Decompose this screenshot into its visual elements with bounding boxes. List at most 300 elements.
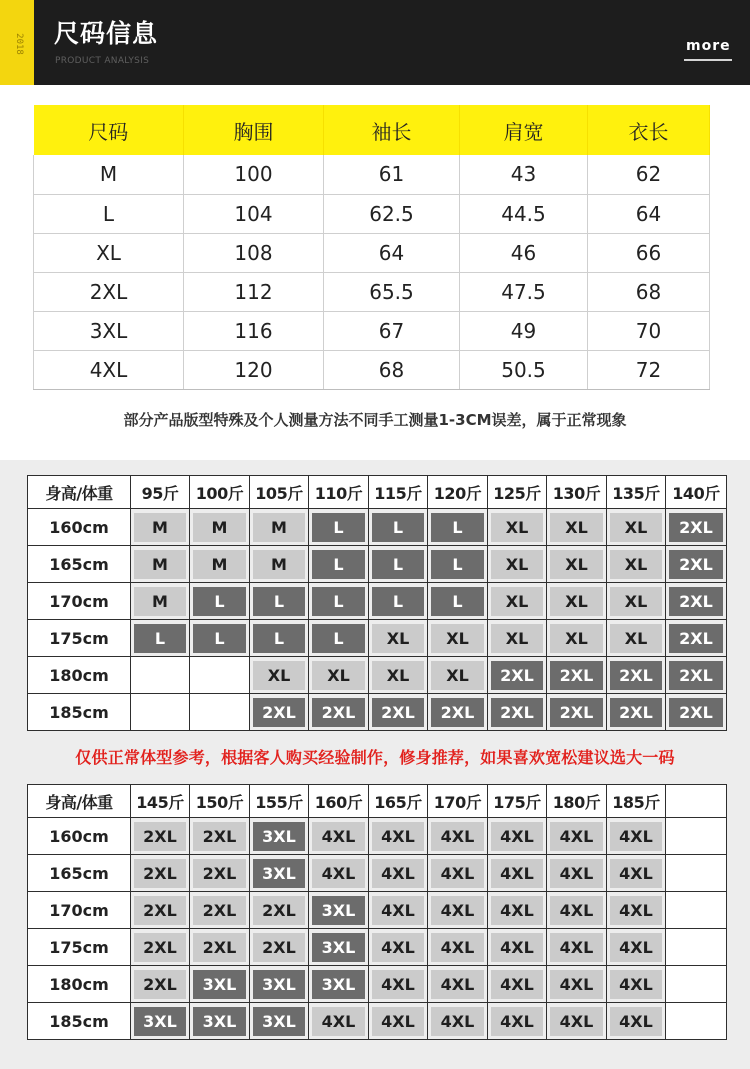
- recommendation-row: [28, 929, 727, 966]
- recommendation-row: [28, 966, 727, 1003]
- size-recommendation-cell: [190, 855, 250, 892]
- size-value-cell: 70: [588, 311, 710, 350]
- size-chip: L: [193, 587, 246, 616]
- size-recommendation-cell: [131, 892, 190, 929]
- size-chip: 4XL: [312, 859, 365, 888]
- recommendation-row: [28, 694, 727, 731]
- size-recommendation-cell: [131, 929, 190, 966]
- recommendation-row: [28, 620, 727, 657]
- size-recommendation-cell: [369, 620, 428, 657]
- size-chip: 2XL: [431, 698, 484, 727]
- size-chip: 2XL: [669, 661, 723, 690]
- size-label-cell: 2XL: [34, 272, 184, 311]
- size-recommendation-cell: [428, 583, 488, 620]
- size-chip: 4XL: [372, 933, 424, 962]
- size-recommendation-cell: [131, 855, 190, 892]
- size-chip: XL: [610, 513, 662, 542]
- size-chip: L: [312, 587, 365, 616]
- size-recommendation-cell: [250, 620, 309, 657]
- size-recommendation-cell: [607, 509, 666, 546]
- size-chip: 2XL: [134, 822, 186, 851]
- size-chip: 2XL: [669, 624, 723, 653]
- size-chip: 2XL: [134, 933, 186, 962]
- recommendation-row: [28, 546, 727, 583]
- size-chip: L: [372, 550, 424, 579]
- size-chip: L: [193, 624, 246, 653]
- size-chip: L: [253, 624, 305, 653]
- size-chip: L: [431, 587, 484, 616]
- size-recommendation-cell: [190, 583, 250, 620]
- size-recommendation-cell: [428, 657, 488, 694]
- size-recommendation-cell: [369, 657, 428, 694]
- size-chip: 4XL: [610, 1007, 662, 1036]
- size-chip: 2XL: [550, 661, 603, 690]
- size-recommendation-cell: [309, 929, 369, 966]
- size-value-cell: 108: [184, 233, 324, 272]
- empty-cell: [190, 694, 250, 731]
- size-chip: 4XL: [372, 1007, 424, 1036]
- size-recommendation-cell: [428, 620, 488, 657]
- size-chip: 4XL: [550, 970, 603, 999]
- size-recommendation-cell: [428, 818, 488, 855]
- size-chip: 2XL: [193, 822, 246, 851]
- size-chip: L: [312, 513, 365, 542]
- height-row-header: 165cm: [28, 855, 131, 892]
- size-recommendation-cell: [369, 583, 428, 620]
- recommendation-header-row: [28, 476, 727, 509]
- size-value-cell: 44.5: [460, 194, 588, 233]
- size-chip: 3XL: [312, 970, 365, 999]
- size-table-row: [34, 233, 710, 272]
- size-recommendation-cell: [607, 892, 666, 929]
- size-recommendation-cell: [547, 620, 607, 657]
- size-chip: 3XL: [193, 970, 246, 999]
- size-chip: L: [431, 513, 484, 542]
- size-recommendation-cell: [488, 1003, 547, 1040]
- size-chip: XL: [491, 550, 543, 579]
- size-recommendation-cell: [547, 694, 607, 731]
- size-recommendation-cell: [428, 694, 488, 731]
- size-recommendation-cell: [428, 929, 488, 966]
- size-recommendation-cell: [309, 546, 369, 583]
- weight-column-header: 145斤: [131, 785, 190, 818]
- size-chip: XL: [253, 661, 305, 690]
- size-chip: L: [134, 624, 186, 653]
- size-recommendation-cell: [428, 1003, 488, 1040]
- size-chip: XL: [431, 624, 484, 653]
- size-chip: 2XL: [550, 698, 603, 727]
- weight-column-header: 115斤: [369, 476, 428, 509]
- size-recommendation-cell: [488, 855, 547, 892]
- empty-cell: [666, 818, 727, 855]
- size-table-row: [34, 155, 710, 194]
- weight-column-header: 100斤: [190, 476, 250, 509]
- size-chip: L: [312, 550, 365, 579]
- size-chip: 4XL: [491, 822, 543, 851]
- size-chip: 4XL: [491, 933, 543, 962]
- weight-column-header: 170斤: [428, 785, 488, 818]
- size-chip: XL: [610, 587, 662, 616]
- size-chip: 2XL: [610, 698, 662, 727]
- size-chip: 4XL: [431, 1007, 484, 1036]
- size-recommendation-cell: [607, 966, 666, 1003]
- size-value-cell: 72: [588, 350, 710, 389]
- size-chip: 4XL: [550, 859, 603, 888]
- size-chip: 4XL: [491, 859, 543, 888]
- size-table-row: [34, 272, 710, 311]
- size-chip: L: [372, 587, 424, 616]
- size-recommendation-cell: [250, 694, 309, 731]
- more-underline: [684, 59, 732, 61]
- size-chip: 2XL: [253, 896, 305, 925]
- size-recommendation-cell: [190, 1003, 250, 1040]
- size-recommendation-cell: [547, 657, 607, 694]
- height-row-header: 170cm: [28, 892, 131, 929]
- size-chip: 2XL: [134, 970, 186, 999]
- size-recommendation-cell: [369, 1003, 428, 1040]
- size-recommendation-cell: [369, 929, 428, 966]
- size-chip: XL: [550, 550, 603, 579]
- size-recommendation-cell: [190, 818, 250, 855]
- weight-column-header: 135斤: [607, 476, 666, 509]
- header-year: 2018: [14, 33, 24, 55]
- size-recommendation-cell: [190, 546, 250, 583]
- size-recommendation-cell: [547, 583, 607, 620]
- empty-cell: [666, 892, 727, 929]
- size-chip: 3XL: [253, 822, 305, 851]
- size-chip: M: [193, 550, 246, 579]
- size-chip: L: [431, 550, 484, 579]
- size-value-cell: 49: [460, 311, 588, 350]
- size-recommendation-cell: [131, 966, 190, 1003]
- size-recommendation-cell: [190, 620, 250, 657]
- size-recommendation-cell: [369, 694, 428, 731]
- size-chip: 4XL: [372, 896, 424, 925]
- size-label-cell: XL: [34, 233, 184, 272]
- recommendation-header-row: [28, 785, 727, 818]
- size-recommendation-cell: [547, 546, 607, 583]
- size-value-cell: 67: [324, 311, 460, 350]
- size-chip: 4XL: [610, 970, 662, 999]
- size-recommendation-cell: [369, 818, 428, 855]
- size-chip: 4XL: [312, 822, 365, 851]
- size-chip: 3XL: [312, 933, 365, 962]
- weight-column-header: 155斤: [250, 785, 309, 818]
- height-weight-corner: 身高/体重: [28, 785, 131, 818]
- height-row-header: 170cm: [28, 583, 131, 620]
- size-chip: 4XL: [491, 896, 543, 925]
- size-recommendation-cell: [488, 929, 547, 966]
- empty-cell: [666, 855, 727, 892]
- size-chip: XL: [550, 624, 603, 653]
- fit-warning: 仅供正常体型参考，根据客人购买经验制作，修身推荐，如果喜欢宽松建议选大一码: [75, 748, 675, 767]
- size-chip: 4XL: [431, 970, 484, 999]
- height-row-header: 165cm: [28, 546, 131, 583]
- size-recommendation-cell: [488, 620, 547, 657]
- recommendation-row: [28, 509, 727, 546]
- size-chip: L: [312, 624, 365, 653]
- size-chip: 3XL: [312, 896, 365, 925]
- weight-column-header: 105斤: [250, 476, 309, 509]
- size-recommendation-cell: [369, 855, 428, 892]
- size-recommendation-cell: [607, 855, 666, 892]
- size-recommendation-cell: [666, 509, 727, 546]
- size-value-cell: 62: [588, 155, 710, 194]
- size-chip: M: [193, 513, 246, 542]
- size-header-cell: 胸围: [184, 105, 324, 155]
- size-label-cell: L: [34, 194, 184, 233]
- size-value-cell: 65.5: [324, 272, 460, 311]
- size-recommendation-cell: [309, 657, 369, 694]
- size-recommendation-cell: [131, 546, 190, 583]
- size-chip: 4XL: [312, 1007, 365, 1036]
- size-recommendation-cell: [131, 1003, 190, 1040]
- size-recommendation-cell: [666, 620, 727, 657]
- size-value-cell: 47.5: [460, 272, 588, 311]
- size-table-header-row: [34, 105, 710, 155]
- height-row-header: 160cm: [28, 818, 131, 855]
- size-chip: 4XL: [550, 896, 603, 925]
- size-chip: 2XL: [610, 661, 662, 690]
- size-recommendation-chart-1: [27, 475, 727, 731]
- size-value-cell: 120: [184, 350, 324, 389]
- size-recommendation-cell: [547, 855, 607, 892]
- recommendation-row: [28, 892, 727, 929]
- size-chip: XL: [610, 550, 662, 579]
- empty-cell: [666, 929, 727, 966]
- size-recommendation-cell: [428, 892, 488, 929]
- page-subtitle: PRODUCT ANALYSIS: [55, 56, 150, 66]
- size-recommendation-cell: [250, 546, 309, 583]
- size-chip: M: [134, 550, 186, 579]
- size-recommendation-cell: [309, 818, 369, 855]
- recommendation-row: [28, 583, 727, 620]
- height-row-header: 185cm: [28, 694, 131, 731]
- size-value-cell: 64: [324, 233, 460, 272]
- size-value-cell: 61: [324, 155, 460, 194]
- size-table-row: [34, 311, 710, 350]
- size-recommendation-cell: [250, 855, 309, 892]
- size-value-cell: 68: [324, 350, 460, 389]
- size-recommendation-cell: [309, 966, 369, 1003]
- empty-cell: [190, 657, 250, 694]
- size-recommendation-cell: [190, 892, 250, 929]
- size-recommendation-cell: [607, 657, 666, 694]
- size-recommendation-cell: [666, 583, 727, 620]
- size-chip: 2XL: [669, 698, 723, 727]
- size-chip: 4XL: [491, 970, 543, 999]
- size-chip: 4XL: [610, 822, 662, 851]
- size-recommendation-cell: [488, 583, 547, 620]
- size-recommendation-cell: [250, 509, 309, 546]
- height-row-header: 160cm: [28, 509, 131, 546]
- size-header-cell: 衣长: [588, 105, 710, 155]
- size-label-cell: 4XL: [34, 350, 184, 389]
- size-recommendation-cell: [666, 657, 727, 694]
- size-recommendation-cell: [309, 583, 369, 620]
- size-value-cell: 116: [184, 311, 324, 350]
- size-recommendation-cell: [428, 509, 488, 546]
- size-recommendation-cell: [607, 620, 666, 657]
- height-row-header: 185cm: [28, 1003, 131, 1040]
- size-table-row: [34, 194, 710, 233]
- size-chip: XL: [431, 661, 484, 690]
- size-chip: M: [253, 513, 305, 542]
- size-chip: 2XL: [312, 698, 365, 727]
- size-chip: 2XL: [253, 698, 305, 727]
- size-recommendation-cell: [309, 855, 369, 892]
- size-chip: XL: [491, 587, 543, 616]
- size-chip: 4XL: [610, 896, 662, 925]
- size-chip: XL: [372, 661, 424, 690]
- weight-column-header: 110斤: [309, 476, 369, 509]
- size-value-cell: 64: [588, 194, 710, 233]
- size-recommendation-cell: [250, 657, 309, 694]
- size-chip: M: [134, 513, 186, 542]
- weight-column-header: 95斤: [131, 476, 190, 509]
- size-recommendation-cell: [547, 509, 607, 546]
- size-value-cell: 46: [460, 233, 588, 272]
- weight-column-header: 180斤: [547, 785, 607, 818]
- weight-column-header: 130斤: [547, 476, 607, 509]
- size-chip: 2XL: [193, 933, 246, 962]
- size-chip: 2XL: [669, 587, 723, 616]
- size-value-cell: 104: [184, 194, 324, 233]
- size-chip: 4XL: [550, 822, 603, 851]
- height-weight-corner: 身高/体重: [28, 476, 131, 509]
- size-recommendation-cell: [309, 694, 369, 731]
- weight-column-header: 140斤: [666, 476, 727, 509]
- size-chip: M: [134, 587, 186, 616]
- size-recommendation-cell: [488, 892, 547, 929]
- size-chip: 2XL: [669, 513, 723, 542]
- measurement-note: 部分产品版型特殊及个人测量方法不同手工测量1-3CM误差，属于正常现象: [123, 411, 627, 429]
- size-chip: 4XL: [550, 933, 603, 962]
- size-chip: XL: [610, 624, 662, 653]
- size-header-cell: 袖长: [324, 105, 460, 155]
- size-chip: 3XL: [134, 1007, 186, 1036]
- height-row-header: 180cm: [28, 657, 131, 694]
- size-recommendation-cell: [131, 583, 190, 620]
- size-chip: L: [372, 513, 424, 542]
- size-recommendation-cell: [131, 509, 190, 546]
- weight-column-header: 165斤: [369, 785, 428, 818]
- size-chip: XL: [550, 513, 603, 542]
- size-recommendation-cell: [488, 818, 547, 855]
- size-chip: 2XL: [193, 896, 246, 925]
- size-recommendation-cell: [428, 966, 488, 1003]
- size-value-cell: 100: [184, 155, 324, 194]
- size-value-cell: 66: [588, 233, 710, 272]
- size-recommendation-cell: [309, 1003, 369, 1040]
- size-chip: 2XL: [491, 698, 543, 727]
- size-value-cell: 62.5: [324, 194, 460, 233]
- size-recommendation-cell: [250, 892, 309, 929]
- weight-column-header: 150斤: [190, 785, 250, 818]
- size-chip: 4XL: [431, 896, 484, 925]
- weight-column-header: 185斤: [607, 785, 666, 818]
- size-recommendation-cell: [547, 892, 607, 929]
- size-chip: M: [253, 550, 305, 579]
- size-recommendation-cell: [250, 966, 309, 1003]
- size-recommendation-cell: [309, 620, 369, 657]
- size-label-cell: M: [34, 155, 184, 194]
- size-chip: 4XL: [610, 859, 662, 888]
- size-chip: 2XL: [134, 859, 186, 888]
- size-recommendation-cell: [607, 929, 666, 966]
- header-bar: [0, 0, 750, 85]
- size-recommendation-cell: [547, 966, 607, 1003]
- weight-column-header: 160斤: [309, 785, 369, 818]
- size-recommendation-cell: [666, 694, 727, 731]
- size-chip: L: [253, 587, 305, 616]
- empty-cell: [131, 694, 190, 731]
- size-recommendation-cell: [250, 1003, 309, 1040]
- size-recommendation-cell: [369, 546, 428, 583]
- size-recommendation-cell: [488, 694, 547, 731]
- size-recommendation-cell: [488, 657, 547, 694]
- size-chip: 4XL: [372, 970, 424, 999]
- size-chip: 2XL: [134, 896, 186, 925]
- empty-cell: [666, 1003, 727, 1040]
- height-row-header: 175cm: [28, 929, 131, 966]
- size-table-row: [34, 350, 710, 389]
- size-recommendation-cell: [190, 929, 250, 966]
- height-row-header: 180cm: [28, 966, 131, 1003]
- size-recommendation-cell: [131, 818, 190, 855]
- size-value-cell: 50.5: [460, 350, 588, 389]
- weight-column-header: [666, 785, 727, 818]
- size-chip: 4XL: [491, 1007, 543, 1036]
- size-chip: 2XL: [372, 698, 424, 727]
- size-chip: XL: [550, 587, 603, 616]
- size-recommendation-cell: [250, 929, 309, 966]
- weight-column-header: 125斤: [488, 476, 547, 509]
- size-recommendation-cell: [428, 546, 488, 583]
- size-chip: 4XL: [372, 859, 424, 888]
- size-chip: XL: [372, 624, 424, 653]
- size-recommendation-cell: [607, 818, 666, 855]
- size-chip: 3XL: [253, 970, 305, 999]
- size-chip: 4XL: [550, 1007, 603, 1036]
- size-chip: 3XL: [253, 1007, 305, 1036]
- weight-column-header: 175斤: [488, 785, 547, 818]
- size-recommendation-cell: [488, 509, 547, 546]
- size-chip: XL: [491, 624, 543, 653]
- size-header-cell: 尺码: [34, 105, 184, 155]
- size-table: [33, 105, 710, 390]
- size-value-cell: 43: [460, 155, 588, 194]
- size-recommendation-cell: [369, 966, 428, 1003]
- size-recommendation-cell: [369, 509, 428, 546]
- size-recommendation-cell: [547, 818, 607, 855]
- size-recommendation-cell: [547, 1003, 607, 1040]
- size-recommendation-chart-2: [27, 784, 727, 1040]
- size-chip: 2XL: [491, 661, 543, 690]
- size-chip: 4XL: [610, 933, 662, 962]
- size-chip: 3XL: [253, 859, 305, 888]
- size-recommendation-cell: [428, 855, 488, 892]
- height-row-header: 175cm: [28, 620, 131, 657]
- empty-cell: [131, 657, 190, 694]
- empty-cell: [666, 966, 727, 1003]
- size-chip: 4XL: [431, 933, 484, 962]
- size-recommendation-cell: [607, 1003, 666, 1040]
- more-link[interactable]: more: [686, 38, 731, 54]
- size-recommendation-cell: [250, 818, 309, 855]
- size-recommendation-cell: [666, 546, 727, 583]
- size-header-cell: 肩宽: [460, 105, 588, 155]
